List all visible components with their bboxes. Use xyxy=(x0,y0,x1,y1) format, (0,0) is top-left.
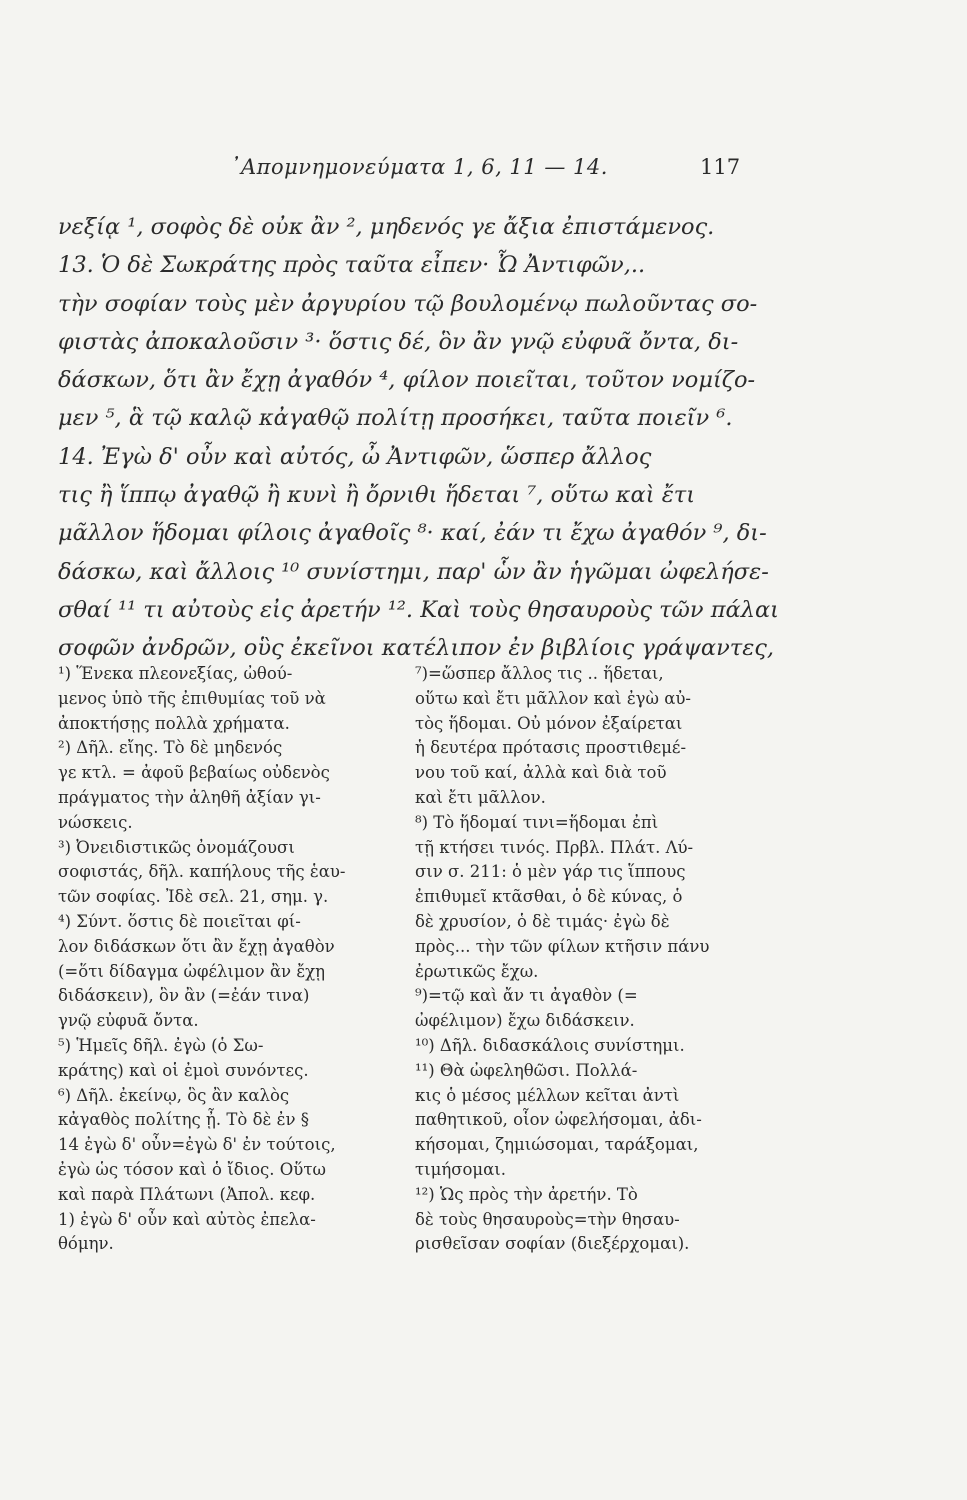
text-line: μεν ⁵, ἃ τῷ καλῷ κἀγαθῷ πολίτῃ προσήκει, ταῦτα ποιεῖν ⁶. xyxy=(58,405,733,432)
footnote-line: ⁷)=ὥσπερ ἄλλος τις .. ἥδεται, xyxy=(415,664,664,683)
footnote-line: θόμην. xyxy=(58,1234,114,1254)
footnote-line: ⁶) Δῆλ. ἐκείνῳ, ὃς ἂν καλὸς xyxy=(58,1085,290,1105)
footnote-line: ἐπιθυμεῖ κτᾶσθαι, ὁ δὲ κύνας, ὁ xyxy=(415,887,683,907)
main-text xyxy=(58,208,779,668)
footnotes-left-column xyxy=(58,662,398,1257)
footnote-line: ¹¹) Θὰ ὠφεληθῶσι. Πολλά- xyxy=(415,1060,638,1080)
text-line: 14. Ἐγὼ δ' οὖν καὶ αὐτός, ὦ Ἀντιφῶν, ὥσπερ ἄλλος xyxy=(58,443,652,470)
text-line: σοφῶν ἀνδρῶν, οὓς ἐκεῖνοι κατέλιπον ἐν βιβλίοις γράψαντες, xyxy=(58,635,775,662)
footnote-line: καὶ παρὰ Πλάτωνι (Ἀπολ. κεφ. xyxy=(58,1184,316,1204)
text-line: τὴν σοφίαν τοὺς μὲν ἀργυρίου τῷ βουλομένῳ πωλοῦντας σο- xyxy=(58,290,758,317)
footnote-line: σιν σ. 211: ὁ μὲν γάρ τις ἵππους xyxy=(415,862,686,882)
footnote-line: ¹⁰) Δῆλ. διδασκάλοις συνίστημι. xyxy=(415,1035,685,1055)
text-line: δάσκων, ὅτι ἂν ἔχῃ ἀγαθόν ⁴, φίλον ποιεῖται, τοῦτον νομίζο- xyxy=(58,367,756,394)
footnote-line: ¹) Ἕνεκα πλεονεξίας, ὠθού- xyxy=(58,664,293,683)
footnote-line: νώσκεις. xyxy=(58,812,133,832)
footnote-line: καὶ ἔτι μᾶλλον. xyxy=(415,787,546,807)
footnote-line: τῇ κτήσει τινός. Πρβλ. Πλάτ. Λύ- xyxy=(415,837,694,857)
footnote-line: μενος ὑπὸ τῆς ἐπιθυμίας τοῦ νὰ xyxy=(58,688,326,708)
footnote-line: (=ὅτι δίδαγμα ὠφέλιμον ἂν ἔχῃ xyxy=(58,961,326,981)
footnote-line: 1) ἐγὼ δ' οὖν καὶ αὐτὸς ἐπελα- xyxy=(58,1209,316,1229)
footnotes-right-column xyxy=(415,662,760,1257)
footnote-line: 14 ἐγὼ δ' οὖν=ἐγὼ δ' ἐν τούτοις, xyxy=(58,1135,336,1155)
footnote-line: ἀποκτήσῃς πολλὰ χρήματα. xyxy=(58,713,290,733)
text-line: νεξίᾳ ¹, σοφὸς δὲ οὐκ ἂν ², μηδενός γε ἄξια ἐπιστάμενος. xyxy=(58,214,715,240)
footnote-line: κράτης) καὶ οἱ ἐμοὶ συνόντες. xyxy=(58,1060,309,1080)
footnote-line: ⁵) Ἡμεῖς δῆλ. ἐγὼ (ὁ Σω- xyxy=(58,1035,264,1055)
footnote-line: νου τοῦ καί, ἀλλὰ καὶ διὰ τοῦ xyxy=(415,763,667,783)
page-number: 117 xyxy=(700,155,741,179)
footnote-line: κις ὁ μέσος μέλλων κεῖται ἀντὶ xyxy=(415,1085,680,1105)
text-line: δάσκω, καὶ ἄλλοις ¹⁰ συνίστημι, παρ' ὧν ἂν ἡγῶμαι ὠφελήσε- xyxy=(58,558,769,585)
footnote-line: ⁴) Σύντ. ὅστις δὲ ποιεῖται φί- xyxy=(58,911,301,931)
footnote-line: οὕτω καὶ ἔτι μᾶλλον καὶ ἐγὼ αὐ- xyxy=(415,688,691,708)
text-line: 13. Ὁ δὲ Σωκράτης πρὸς ταῦτα εἶπεν· Ὦ Ἀντιφῶν,.. xyxy=(58,252,646,279)
footnote-line: τὸς ἥδομαι. Οὐ μόνον ἐξαίρεται xyxy=(415,713,683,733)
text-line: μᾶλλον ἥδομαι φίλοις ἀγαθοῖς ⁸· καί, ἐάν τι ἔχω ἀγαθόν ⁹, δι- xyxy=(58,520,767,547)
footnote-line: λον διδάσκων ὅτι ἂν ἔχῃ ἀγαθὸν xyxy=(58,936,335,956)
footnote-line: γνῷ εὐφυᾶ ὄντα. xyxy=(58,1011,199,1031)
footnote-line: ἐρωτικῶς ἔχω. xyxy=(415,961,539,981)
footnote-line: δὲ τοὺς θησαυροὺς=τὴν θησαυ- xyxy=(415,1209,680,1229)
footnote-line: δὲ χρυσίον, ὁ δὲ τιμάς· ἐγὼ δὲ xyxy=(415,911,670,931)
footnote-line: κήσομαι, ζημιώσομαι, ταράξομαι, xyxy=(415,1135,699,1155)
footnote-line: παθητικοῦ, οἷον ὠφελήσομαι, ἀδι- xyxy=(415,1110,702,1130)
footnote-line: ²) Δῆλ. εἴης. Τὸ δὲ μηδενός xyxy=(58,738,283,758)
footnote-line: σοφιστάς, δῆλ. καπήλους τῆς ἑαυ- xyxy=(58,862,346,882)
text-line: φιστὰς ἀποκαλοῦσιν ³· ὅστις δέ, ὃν ἂν γνῷ εὐφυᾶ ὄντα, δι- xyxy=(58,328,739,355)
footnote-line: γε κτλ. = ἀφοῦ βεβαίως οὐδενὸς xyxy=(58,763,330,783)
footnote-line: κἀγαθὸς πολίτης ᾖ. Τὸ δὲ ἐν § xyxy=(58,1110,309,1130)
footnote-line: πρὸς... τὴν τῶν φίλων κτῆσιν πάνυ xyxy=(415,936,710,956)
footnote-line: ¹²) Ὡς πρὸς τὴν ἀρετήν. Τὸ xyxy=(415,1184,638,1204)
text-line: τις ἢ ἵππῳ ἀγαθῷ ἢ κυνὶ ἢ ὄρνιθι ἥδεται ⁷, οὕτω καὶ ἔτι xyxy=(58,482,696,509)
footnote-line: ⁹)=τῷ καὶ ἄν τι ἀγαθὸν (= xyxy=(415,986,638,1006)
footnote-line: ³) Ὀνειδιστικῶς ὀνομάζουσι xyxy=(58,837,295,857)
footnote-line: ἡ δευτέρα πρότασις προστιθεμέ- xyxy=(415,738,687,758)
footnote-line: ὠφέλιμον) ἔχω διδάσκειν. xyxy=(415,1011,635,1031)
text-line: σθαί ¹¹ τι αὐτοὺς εἰς ἀρετήν ¹². Καὶ τοὺς θησαυροὺς τῶν πάλαι xyxy=(58,596,779,623)
footnote-line: ρισθεῖσαν σοφίαν (διεξέρχομαι). xyxy=(415,1234,690,1254)
footnote-line: διδάσκειν), ὃν ἂν (=ἐάν τινα) xyxy=(58,986,310,1006)
footnote-line: ἐγὼ ὡς τόσον καὶ ὁ ἴδιος. Οὕτω xyxy=(58,1159,326,1179)
footnote-line: ⁸) Τὸ ἥδομαί τινι=ἥδομαι ἐπὶ xyxy=(415,812,659,832)
running-head: ᾿Απομνημονεύματα 1, 6, 11 — 14. xyxy=(230,155,608,179)
footnote-line: τιμήσομαι. xyxy=(415,1159,506,1179)
footnote-line: τῶν σοφίας. Ἰδὲ σελ. 21, σημ. γ. xyxy=(58,887,329,907)
footnote-line: πράγματος τὴν ἀληθῆ ἀξίαν γι- xyxy=(58,787,321,807)
